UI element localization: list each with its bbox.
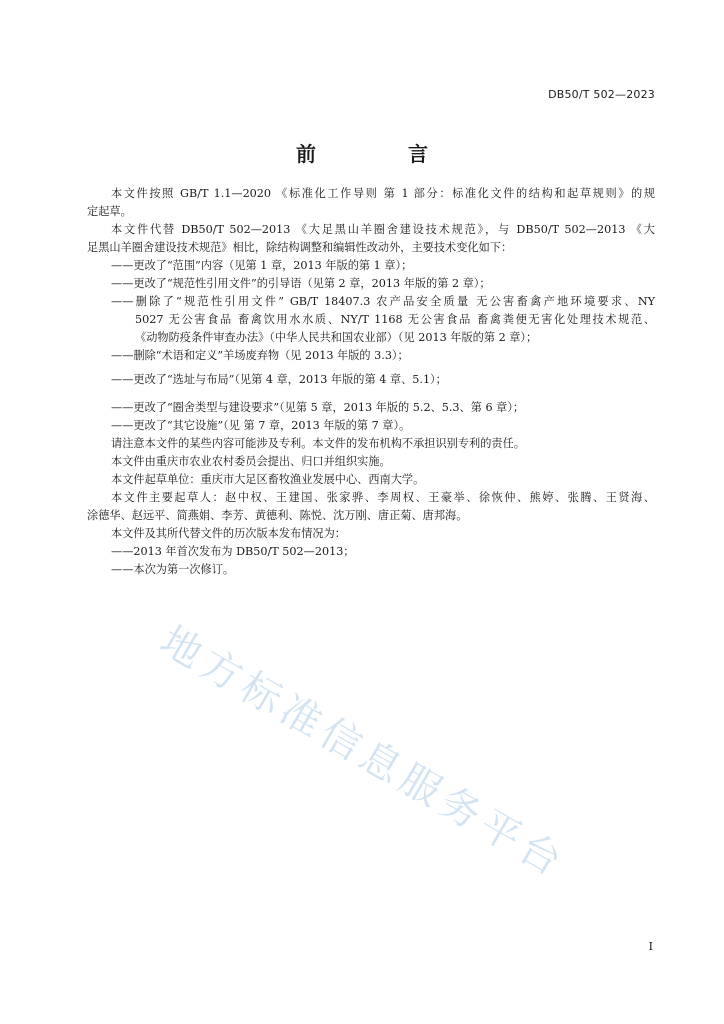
paragraph-line: 本文件起草单位：重庆市大足区畜牧渔业发展中心、西南大学。 <box>111 473 425 486</box>
change-item: ——更改了“规范性引用文件”的引导语（见第 2 章，2013 年版的第 2 章）； <box>111 277 491 290</box>
change-item: ——更改了“圈舍类型与建设要求”（见第 5 章，2013 年版的 5.2、5.3、第 6 章）； <box>111 401 525 414</box>
paragraph-line: 本文件主要起草人：赵中权、王建国、张家骅、李周权、王豪举、徐恢仲、熊婷、张腾、王贤海、 <box>111 491 655 504</box>
change-item: ——更改了“其它设施”（见 第 7 章，2013 年版的第 7 章）。 <box>111 419 411 432</box>
paragraph-line: 本文件由重庆市农业农村委员会提出、归口并组织实施。 <box>111 455 391 468</box>
paragraph-line: 足黑山羊圈舍建设技术规范》相比，除结构调整和编辑性改动外，主要技术变化如下： <box>87 241 513 254</box>
paragraph-line: 请注意本文件的某些内容可能涉及专利。本文件的发布机构不承担识别专利的责任。 <box>111 437 525 450</box>
change-item: 5027 无公害食品 畜禽饮用水水质、NY/T 1168 无公害食品 畜禽粪便无害化处理技术规范、 <box>135 313 655 326</box>
change-item: ——删除了“规范性引用文件” GB/T 18407.3 农产品安全质量 无公害畜禽产地环境要求、NY <box>111 295 655 308</box>
paragraph-line: 本文件及其所代替文件的历次版本发布情况为： <box>111 527 346 540</box>
paragraph-line: 本文件按照 GB/T 1.1—2020 《标准化工作导则 第 1 部分：标准化文件的结构和起草规则》的规 <box>111 187 655 200</box>
change-item: ——更改了“范围”内容（见第 1 章，2013 年版的第 1 章）； <box>111 259 413 272</box>
change-item: ——删除“术语和定义”羊场废弃物（见 2013 年版的 3.3）； <box>111 349 409 362</box>
page-number: I <box>648 940 653 953</box>
document-code: DB50/T 502—2023 <box>548 88 655 101</box>
history-item: ——2013 年首次发布为 DB50/T 502—2013； <box>111 545 355 558</box>
history-item: ——本次为第一次修订。 <box>111 563 235 576</box>
watermark: 地方标准信息服务平台 <box>152 617 574 888</box>
change-item: ——更改了“选址与布局”（见第 4 章，2013 年版的第 4 章、5.1）； <box>111 373 447 386</box>
paragraph-line: 本文件代替 DB50/T 502—2013 《大足黑山羊圈舍建设技术规范》，与 DB50/T 502—2013 《大 <box>111 223 655 236</box>
page-title: 前 言 <box>296 142 464 166</box>
paragraph-line: 定起草。 <box>87 205 132 218</box>
change-item: 《动物防疫条件审查办法》（中华人民共和国农业部）（见 2013 年版的第 2 章）； <box>135 331 538 344</box>
paragraph-line: 涂德华、赵远平、简燕娟、李芳、黄德利、陈悦、沈万刚、唐正菊、唐邦海。 <box>87 509 468 522</box>
